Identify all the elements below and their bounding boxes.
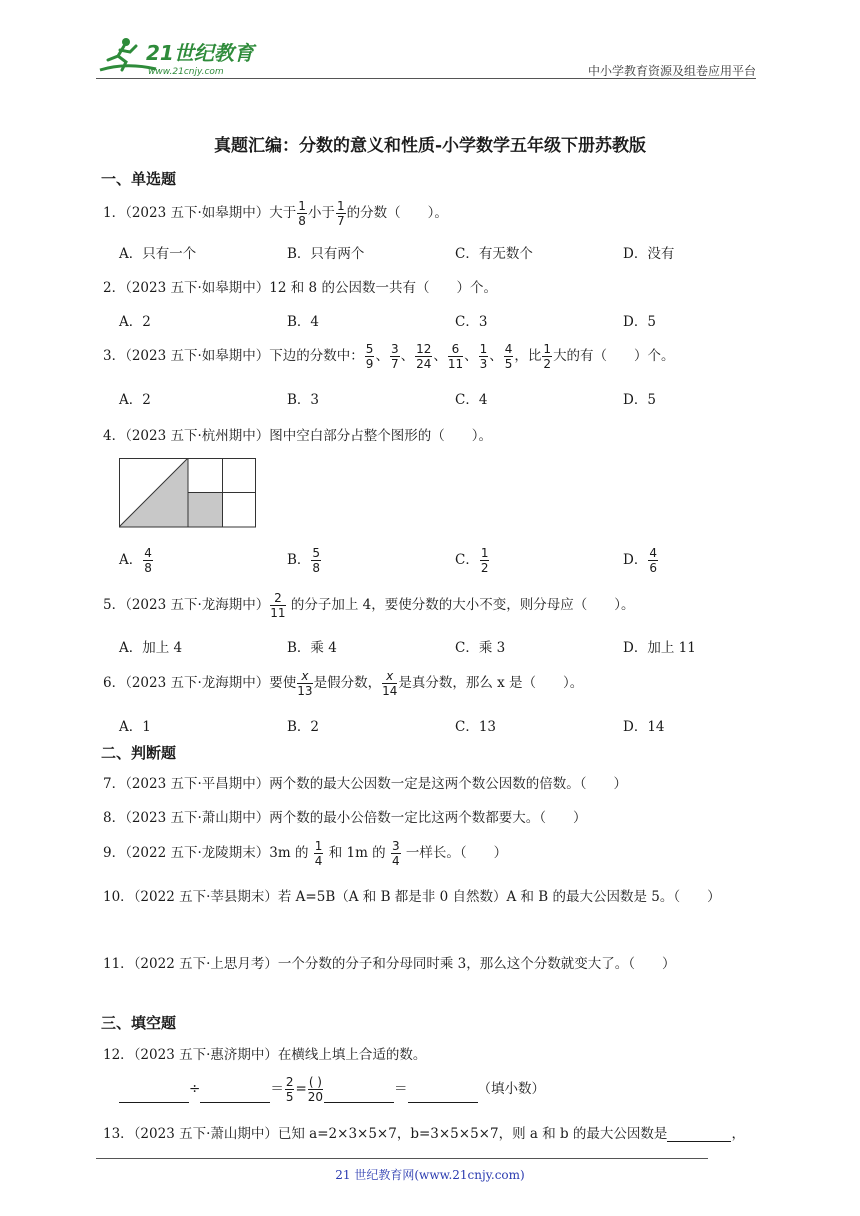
question-2: 2．（2023 五下·如皋期中）12 和 8 的公因数一共有（ ）个。 xyxy=(103,280,497,296)
option-c: C．4 xyxy=(455,392,488,408)
fraction: $\frac{5}{9}$ xyxy=(365,342,374,371)
svg-text:www.21cnjy.com: www.21cnjy.com xyxy=(148,67,224,77)
option-a: A．2 xyxy=(119,314,151,330)
fraction: $\frac{2}{11}$ xyxy=(270,591,286,620)
option-a: A．只有一个 xyxy=(119,246,197,262)
fraction: $\frac{1}{8}$ xyxy=(298,199,306,228)
question-11: 11．（2022 五下·上思月考）一个分数的分子和分母同时乘 3，那么这个分数就变大了。（ ） xyxy=(103,956,676,972)
option-a: A．加上 4 xyxy=(119,640,183,656)
answer-blank[interactable] xyxy=(408,1088,478,1103)
question-5: 5．（2023 五下·龙海期中） $\frac{2}{11}$ 的分子加上 4，要使分数的大小不变，则分母应（ ）。 xyxy=(103,591,635,620)
option-b: B．3 xyxy=(287,392,320,408)
svg-text:21世纪教育: 21世纪教育 xyxy=(146,41,254,65)
question-10: 10．（2022 五下·莘县期末）若 A=5B（A 和 B 都是非 0 自然数）A 和 B 的最大公因数是 5。（ ） xyxy=(103,889,721,905)
question-1: 1．（2023 五下·如皋期中）大于 $\frac{1}{8}$ 小于 $\frac{1}{7}$ 的分数（ ）。 xyxy=(103,199,448,228)
option-c: C．13 xyxy=(455,719,497,735)
answer-blank[interactable] xyxy=(119,1088,189,1103)
section-heading: 三、填空题 xyxy=(101,1014,177,1032)
footer-divider xyxy=(96,1158,708,1159)
section-heading: 一、单选题 xyxy=(101,170,177,188)
platform-tagline: 中小学教育资源及组卷应用平台 xyxy=(587,64,756,78)
question-9: 9．（2022 五下·龙陵期末）3m 的 $\frac{1}{4}$ 和 1m 的 $\frac{3}{4}$ 一样长。（ ） xyxy=(103,839,508,868)
fraction: $\frac{2}{5}$ xyxy=(285,1075,294,1104)
option-b: B．4 xyxy=(287,314,320,330)
option-c: C．3 xyxy=(455,314,488,330)
fraction: $\frac{1}{7}$ xyxy=(336,199,345,228)
option-a: A．1 xyxy=(119,719,151,735)
option-b: B．2 xyxy=(287,719,320,735)
option-b: B． $\frac{5}{8}$ xyxy=(287,546,321,575)
option-d: D．14 xyxy=(623,719,665,735)
page-title: 真题汇编：分数的意义和性质-小学数学五年级下册苏教版 xyxy=(213,136,647,156)
question-12: 12．（2023 五下·惠济期中）在横线上填上合适的数。 xyxy=(103,1047,427,1063)
footer-link[interactable]: 21 世纪教育网(www.21cnjy.com) xyxy=(335,1168,525,1182)
option-d: D．没有 xyxy=(623,246,675,262)
answer-blank[interactable] xyxy=(200,1088,270,1103)
option-b: B．只有两个 xyxy=(287,246,365,262)
option-d: D．加上 11 xyxy=(623,640,696,656)
runner-logo-icon xyxy=(96,36,266,80)
fraction: $\frac{12}{24}$ xyxy=(416,342,432,371)
fraction: $\frac{3}{7}$ xyxy=(390,342,399,371)
fraction: $\frac{x}{13}$ xyxy=(297,669,313,698)
question-7: 7．（2023 五下·平昌期中）两个数的最大公因数一定是这两个数公因数的倍数。（ ） xyxy=(103,776,628,792)
question-8: 8．（2023 五下·萧山期中）两个数的最小公倍数一定比这两个数都要大。（ ） xyxy=(103,810,587,826)
fraction: $\frac{4}{5}$ xyxy=(504,342,513,371)
fraction: $\frac{x}{14}$ xyxy=(382,669,398,698)
fraction: $\frac{3}{4}$ xyxy=(391,839,400,868)
option-c: C． $\frac{1}{2}$ xyxy=(455,546,489,575)
option-b: B．乘 4 xyxy=(287,640,337,656)
answer-blank[interactable] xyxy=(667,1127,731,1142)
header-divider xyxy=(96,78,756,79)
option-c: C．乘 3 xyxy=(455,640,506,656)
fraction: $\frac{1}{2}$ xyxy=(543,342,552,371)
option-d: D．5 xyxy=(623,314,656,330)
fraction: $\frac{( )}{20}$ xyxy=(307,1075,324,1104)
option-c: C．有无数个 xyxy=(455,246,533,262)
fill-in-line: ÷ ＝ $\frac{2}{5}$ = $\frac{( )}{20}$ ＝ （填小数） xyxy=(119,1076,545,1103)
fraction: $\frac{6}{11}$ xyxy=(447,342,464,371)
option-d: D．5 xyxy=(623,392,656,408)
question-3: 3．（2023 五下·如皋期中）下边的分数中： $\frac{5}{9}$ 、 $\frac{3}{7}$ 、 $\frac{12}{24}$ 、 $\frac{6}{11}$ 、 $\frac{1}{3}$ 、 $\frac{4}{5}$ ，比 $\frac{1}{2}$ 大的有（ ）个。 xyxy=(103,342,675,371)
option-a: A． $\frac{4}{8}$ xyxy=(119,546,152,575)
fraction-figure xyxy=(119,458,257,532)
answer-blank[interactable] xyxy=(324,1088,394,1103)
question-13: 13．（2023 五下·萧山期中）已知 a=2×3×5×7，b=3×5×5×7，则 a 和 b 的最大公因数是 ， xyxy=(103,1126,745,1142)
section-heading: 二、判断题 xyxy=(101,744,177,762)
fraction: $\frac{1}{3}$ xyxy=(479,342,488,371)
question-6: 6．（2023 五下·龙海期中）要使 $\frac{x}{13}$ 是假分数， $\frac{x}{14}$ 是真分数，那么 x 是（ ）。 xyxy=(103,669,584,698)
option-d: D． $\frac{4}{6}$ xyxy=(623,546,657,575)
question-4: 4．（2023 五下·杭州期中）图中空白部分占整个图形的（ ）。 xyxy=(103,428,493,444)
fraction: $\frac{1}{4}$ xyxy=(314,839,323,868)
option-a: A．2 xyxy=(119,392,151,408)
site-logo xyxy=(96,36,266,80)
